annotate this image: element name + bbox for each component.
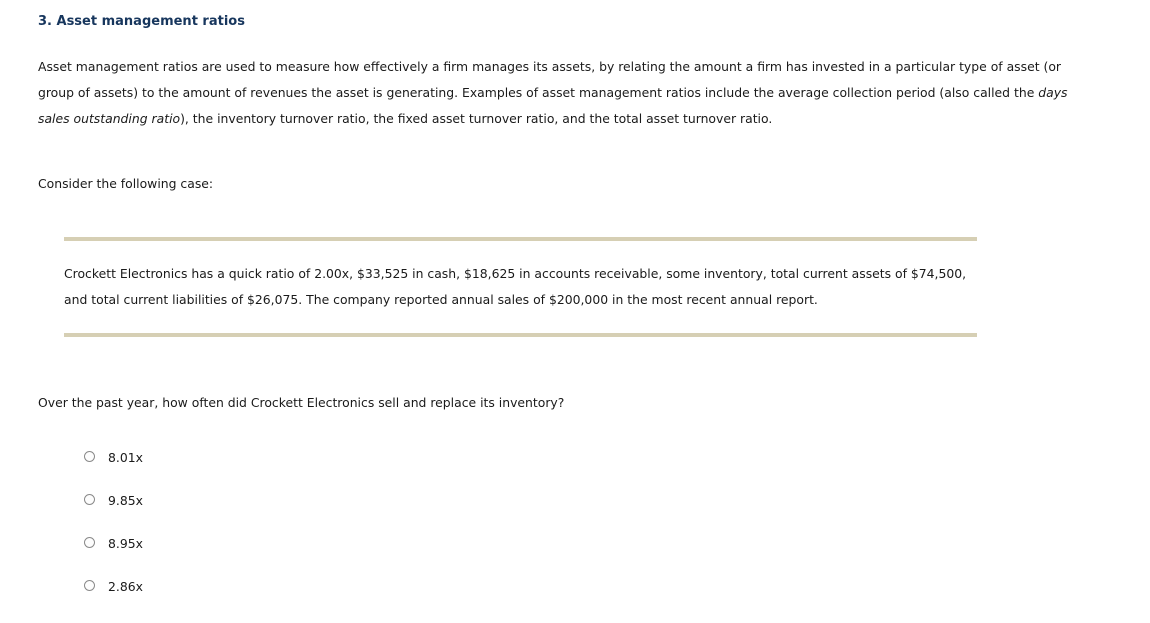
answer-option-label[interactable]: 8.95x (108, 536, 143, 551)
radio-button-icon[interactable] (84, 580, 95, 591)
intro-text-part2: ), the inventory turnover ratio, the fixed asset turnover ratio, and the total asset turnover ratio. (180, 111, 773, 126)
answer-option-label[interactable]: 2.86x (108, 579, 143, 594)
case-text: Crockett Electronics has a quick ratio of 2.00x, $33,525 in cash, $18,625 in accounts receivable, some inventory, total current assets of $74,500, and total current liabilities of $26,075. The company reported annual sales of $200,000 in the most recent annual report. (64, 266, 967, 307)
question-text: Over the past year, how often did Crockett Electronics sell and replace its inventory? (38, 395, 565, 410)
radio-button-icon[interactable] (84, 494, 95, 505)
answer-options (84, 440, 143, 612)
intro-text-part1: Asset management ratios are used to measure how effectively a firm manages its assets, by relating the amount a firm has invested in a particular type of asset (or group of assets) to the amount of revenues the asset is generating. Examples of asset management ratios include the average collection period (also called the (38, 59, 1062, 100)
case-divider-top (64, 237, 977, 241)
answer-option-label[interactable]: 9.85x (108, 493, 143, 508)
intro-emphasis: days sales outstanding ratio (38, 85, 1068, 126)
case-divider-bottom (64, 333, 977, 337)
answer-option-2[interactable] (84, 483, 143, 526)
radio-button-icon[interactable] (84, 451, 95, 462)
intro-paragraph (38, 54, 1068, 132)
radio-button-icon[interactable] (84, 537, 95, 548)
answer-option-1[interactable] (84, 440, 143, 483)
answer-option-4[interactable] (84, 569, 143, 612)
answer-option-label[interactable]: 8.01x (108, 450, 143, 465)
consider-text: Consider the following case: (38, 176, 214, 191)
answer-option-3[interactable] (84, 526, 143, 569)
section-title: 3. Asset management ratios (38, 14, 245, 29)
